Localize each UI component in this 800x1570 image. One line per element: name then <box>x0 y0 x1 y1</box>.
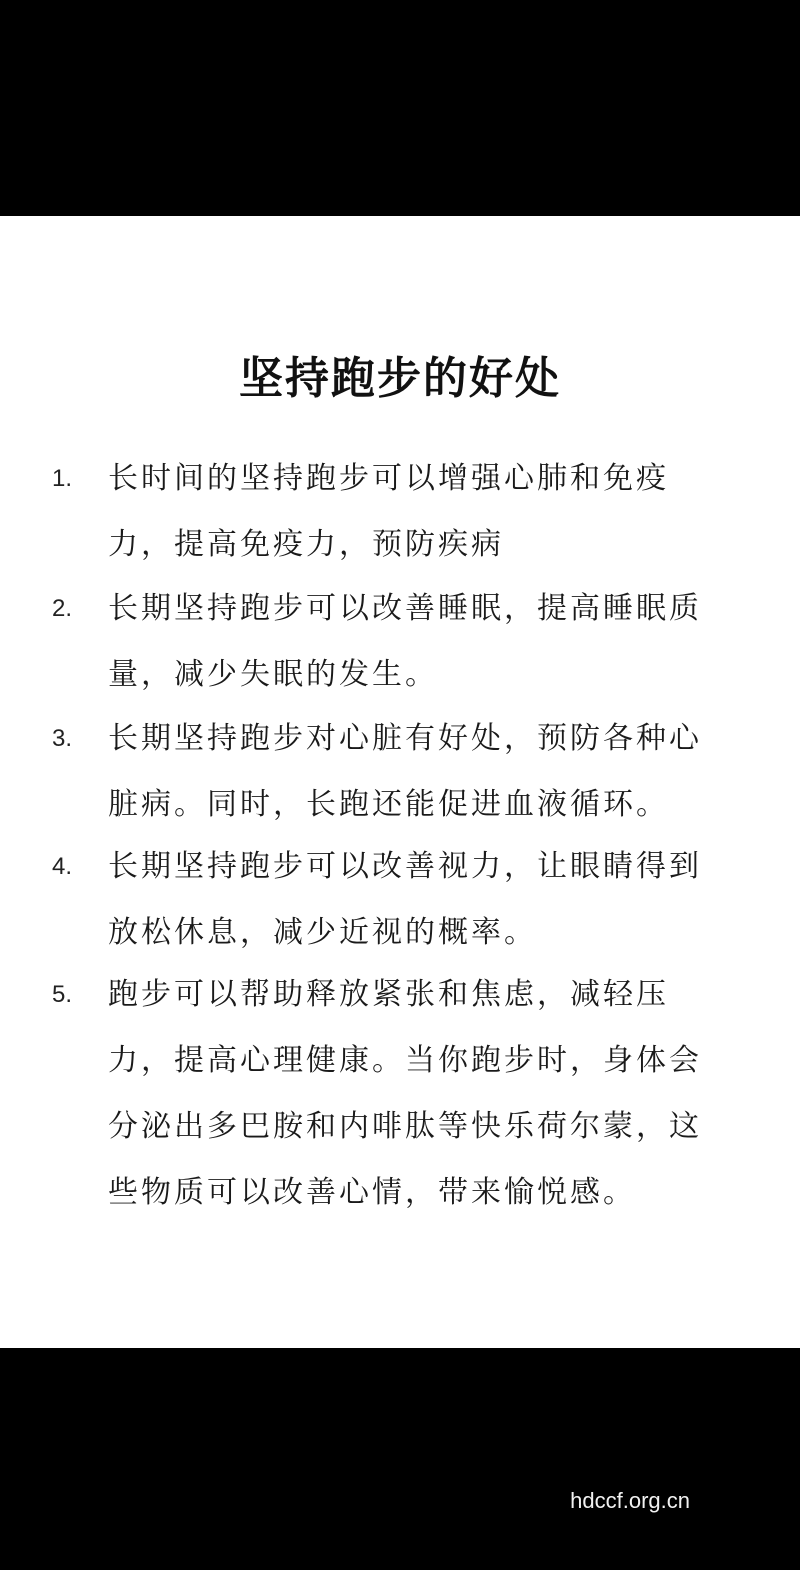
watermark-text: hdccf.org.cn <box>570 1488 690 1513</box>
list-item-line: 长时间的坚持跑步可以增强心肺和免疫 <box>108 461 669 496</box>
list-item-line: 力，提高心理健康。当你跑步时，身体会 <box>108 1043 702 1078</box>
bottom-black-band <box>0 1348 800 1570</box>
list-item-line: 长期坚持跑步可以改善视力，让眼睛得到 <box>108 849 702 884</box>
list-item-line: 跑步可以帮助释放紧张和焦虑，减轻压 <box>108 977 669 1012</box>
list-item-line: 分泌出多巴胺和内啡肽等快乐荷尔蒙，这 <box>108 1109 702 1144</box>
list-item-line: 些物质可以改善心情，带来愉悦感。 <box>108 1175 636 1210</box>
list-item-number: 1. <box>52 465 73 492</box>
list-item-number: 4. <box>52 853 73 880</box>
list-item-line: 放松休息，减少近视的概率。 <box>108 915 537 950</box>
list-item-number: 5. <box>52 981 73 1008</box>
list-item-number: 3. <box>52 725 73 752</box>
list-item-line: 量，减少失眠的发生。 <box>108 657 438 692</box>
list-item-number: 2. <box>52 595 73 622</box>
list-item-line: 长期坚持跑步对心脏有好处，预防各种心 <box>108 721 702 756</box>
page-title: 坚持跑步的好处 <box>239 353 561 404</box>
list-item-line: 脏病。同时，长跑还能促进血液循环。 <box>108 787 669 822</box>
list-item-line: 长期坚持跑步可以改善睡眠，提高睡眠质 <box>108 591 702 626</box>
list-item-line: 力，提高免疫力，预防疾病 <box>108 527 504 562</box>
top-black-band <box>0 0 800 216</box>
